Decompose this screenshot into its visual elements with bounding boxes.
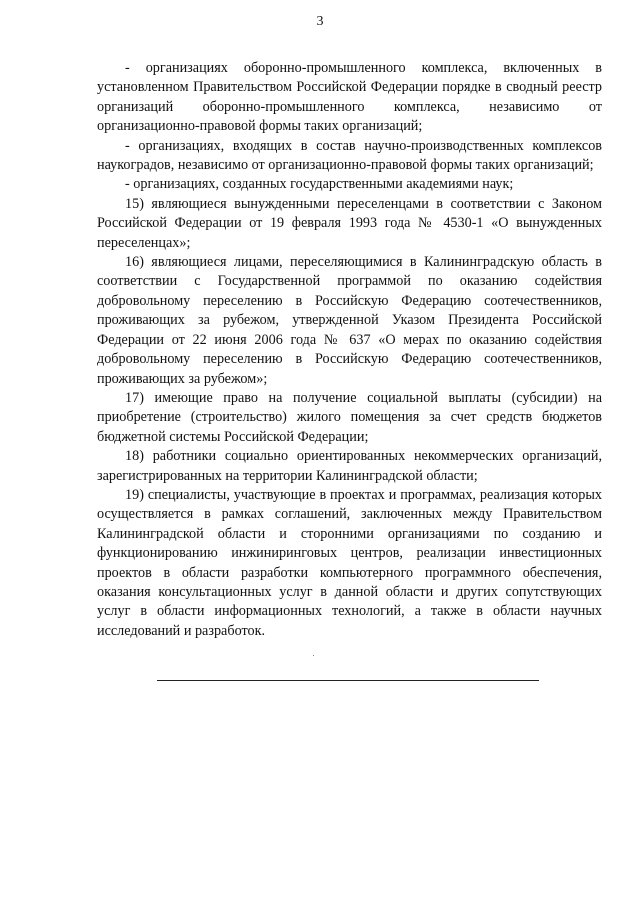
item-15-forced-migrants: 15) являющиеся вынужденными переселенцами в соответствии с Законом Российской Федерации от 19 февраля 1993 года № 4530-1 «О вынужденных переселенцах»;: [97, 195, 602, 251]
page-number: 3: [316, 14, 324, 29]
item-17-housing-subsidy: 17) имеющие право на получение социальной выплаты (субсидии) на приобретение (строительство) жилого помещения за счет средств бюджетов бюджетной системы Российской Федерации;: [97, 389, 602, 445]
item-16-resettlers: 16) являющиеся лицами, переселяющимися в Калининградскую область в соответствии с Государственной программой по оказанию содействия добровольному переселению в Российскую Федерацию соотечественников, проживающих за рубежом, утвержденной Указом Президента Российской Федерации от 22 июня 2006 года № 637 «О мерах по оказанию содействия добровольному переселению в Российскую Федерацию соотечественников, проживающих за рубежом»;: [97, 254, 602, 387]
list-item-defense-industry: - организациях оборонно-промышленного комплекса, включенных в установленном Правительством Российской Федерации порядке в сводный реестр организаций оборонно-промышленного комплекса, независимо от организационно-правовой формы таких организаций;: [97, 60, 602, 135]
item-18-nonprofit-workers: 18) работники социально ориентированных некоммерческих организаций, зарегистрированных на территории Калининградской области;: [97, 448, 602, 484]
document-body: [97, 59, 602, 641]
item-19-specialists: 19) специалисты, участвующие в проектах и программах, реализация которых осуществляется в рамках соглашений, заключенных между Правительством Калининградской области и сторонними организациями по созданию и функционированию инжиниринговых центров, реализации инвестиционных проектов в области разработки компьютерного программного обеспечения, оказания консультационных услуг в данной области и других сопутствующих услуг в области информационных технологий, а также в области научных исследований и разработок.: [97, 486, 602, 639]
scan-speck: [313, 655, 314, 656]
list-item-academies: - организациях, созданных государственными академиями наук;: [125, 176, 514, 193]
list-item-science-cities: - организациях, входящих в состав научно-производственных комплексов наукоградов, независимо от организационно-правовой формы таких организаций;: [97, 137, 602, 174]
closing-divider-line: [157, 680, 539, 681]
